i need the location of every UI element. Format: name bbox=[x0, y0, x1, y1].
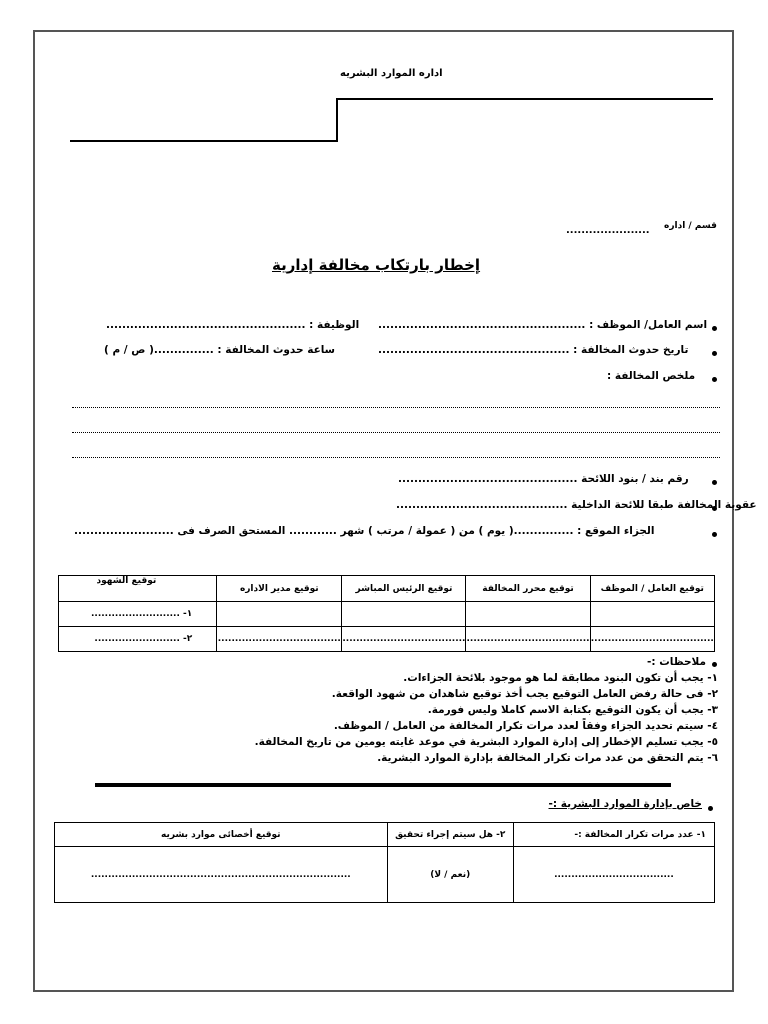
summary-line-2 bbox=[72, 432, 720, 433]
penalty-field: عقوبة المخالفة طبقا للائحة الداخلية ........................................... bbox=[396, 499, 757, 511]
bullet bbox=[712, 351, 717, 356]
sig-header-employee: توقيع العامل / الموظف bbox=[590, 576, 714, 602]
summary-line-1 bbox=[72, 407, 720, 408]
sig-dots-employee: .................................... bbox=[590, 627, 714, 652]
employee-name-field: اسم العامل/ الموظف : .................................................... bbox=[378, 319, 708, 331]
summary-line-3 bbox=[72, 457, 720, 458]
dept-dots: ...................... bbox=[566, 225, 650, 236]
summary-label: ملخص المخالفة : bbox=[607, 370, 696, 382]
witness-1: ١- .......................... bbox=[59, 602, 217, 627]
header-line-bottom bbox=[70, 140, 338, 142]
hr-col-signature: توقيع أخصائى موارد بشريه bbox=[55, 823, 388, 847]
sig-header-writer: توقيع محرر المخالفة bbox=[466, 576, 590, 602]
clause-field: رقم بند / بنود اللائحة ............................................. bbox=[398, 473, 689, 485]
note-6: ٦- يتم التحقق من عدد مرات تكرار المخالفة بإدارة الموارد البشرية. bbox=[377, 752, 718, 764]
sig-dots-manager: .................................... bbox=[217, 627, 342, 652]
signatures-table bbox=[58, 575, 715, 652]
note-5: ٥- يجب تسليم الإخطار إلى إدارة الموارد البشرية في موعد غايته يومين من تاريخ المخالفة. bbox=[254, 736, 718, 748]
notes-title: ملاحظات :- bbox=[647, 656, 706, 668]
bullet bbox=[708, 806, 713, 811]
note-2: ٢- فى حالة رفض العامل التوقيع يجب أخذ توقيع شاهدان من شهود الواقعة. bbox=[331, 688, 718, 700]
bullet bbox=[712, 326, 717, 331]
sig-dots-writer: .................................... bbox=[466, 627, 590, 652]
hr-investigation-value: (نعم / لا) bbox=[387, 847, 513, 903]
form-title: إخطار بارتكاب مخالفة إدارية bbox=[272, 256, 481, 274]
note-4: ٤- سيتم تحديد الجزاء وفقاً لعدد مرات تكرار المخالفة من العامل / الموظف. bbox=[333, 720, 718, 732]
bullet bbox=[712, 532, 717, 537]
bullet bbox=[712, 662, 717, 667]
hr-section-title: خاص بإدارة الموارد البشرية :- bbox=[548, 798, 702, 810]
note-1: ١- يجب أن تكون البنود مطابقة لما هو موجود بلائحة الجزاءات. bbox=[403, 672, 718, 684]
witness-2: ٢- ......................... bbox=[59, 627, 217, 652]
hr-col-repeat-count: ١- عدد مرات تكرار المخالفة :- bbox=[513, 823, 714, 847]
bullet bbox=[712, 377, 717, 382]
header-line-vertical bbox=[336, 98, 338, 142]
job-field: الوظيفة : .................................................. bbox=[106, 319, 360, 331]
bullet bbox=[712, 480, 717, 485]
hr-table bbox=[54, 822, 715, 903]
org-header: اداره الموارد البشريه bbox=[340, 68, 443, 79]
sig-header-supervisor: توقيع الرئيس المباشر bbox=[342, 576, 466, 602]
header-line-top bbox=[337, 98, 713, 100]
hr-repeat-count-value: ................................... bbox=[513, 847, 714, 903]
hr-col-investigation: ٢- هل سيتم إجراء تحقيق bbox=[387, 823, 513, 847]
section-divider bbox=[95, 783, 671, 787]
sig-dots-supervisor: .................................... bbox=[342, 627, 466, 652]
dept-label: قسم / اداره bbox=[664, 221, 717, 231]
note-3: ٣- يجب أن يكون التوقيع بكتابة الاسم كاملا وليس فورمة. bbox=[427, 704, 718, 716]
time-field: ساعة حدوث المخالفة : ...............( ص / م ) bbox=[104, 344, 336, 356]
hr-signature-value: ............................................................................ bbox=[55, 847, 388, 903]
sig-header-witnesses: توقيع الشهود bbox=[59, 576, 217, 602]
date-field: تاريخ حدوث المخالفة : ................................................ bbox=[378, 344, 689, 356]
sanction-field: الجزاء الموقع : ...............( يوم ) من ( عمولة / مرتب ) شهر ............ المستحق الصرف فى ......................... bbox=[74, 525, 655, 537]
sig-header-manager: توقيع مدير الاداره bbox=[217, 576, 342, 602]
